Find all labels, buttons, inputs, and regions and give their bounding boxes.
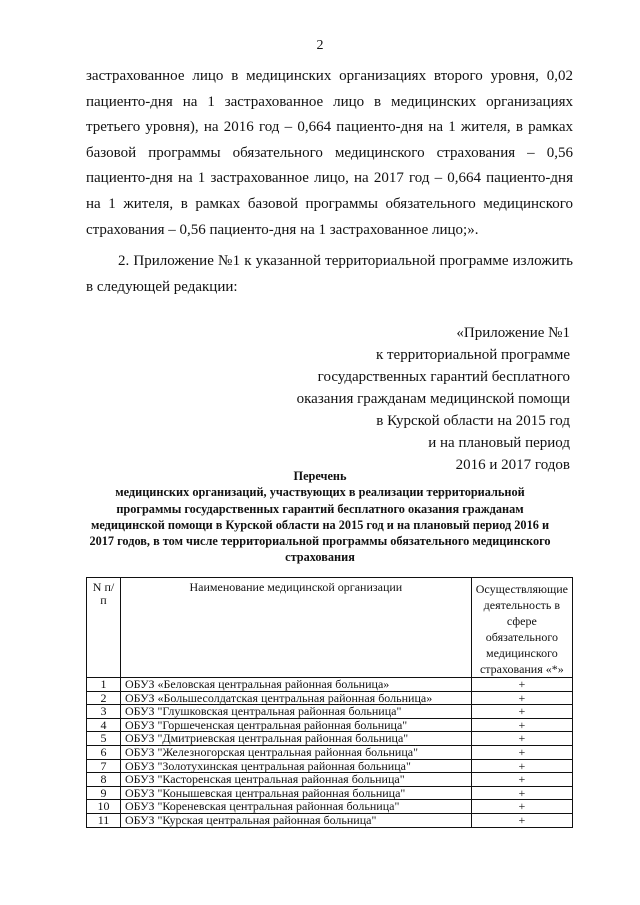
row-oms-mark: + (471, 745, 572, 759)
title-line: Перечень (293, 469, 347, 483)
row-name: ОБУЗ "Глушковская центральная районная больница" (121, 705, 472, 719)
appendix-line: в Курской области на 2015 год (376, 413, 570, 429)
table-row (87, 773, 573, 787)
title-line: медицинских организаций, участвующих в реализации территориальной (115, 485, 525, 500)
row-number: 3 (87, 705, 121, 719)
table-row (87, 732, 573, 746)
appendix-line: к территориальной программе (375, 347, 570, 363)
row-oms-mark: + (471, 800, 572, 814)
paragraph-amendment: 2. Приложение №1 к указанной территориальной программе изложить в следующей редакции: (86, 253, 573, 295)
row-oms-mark: + (471, 691, 572, 705)
row-number: 11 (87, 813, 121, 827)
row-number: 6 (87, 745, 121, 759)
table-row (87, 718, 573, 732)
row-oms-mark: + (471, 732, 572, 746)
appendix-line: 2016 и 2017 годов (455, 457, 570, 473)
table-row (87, 786, 573, 800)
row-number: 4 (87, 718, 121, 732)
row-name: ОБУЗ «Большесолдатская центральная районная больница» (121, 691, 472, 705)
table-row (87, 691, 573, 705)
row-number: 1 (87, 678, 121, 692)
row-number: 2 (87, 691, 121, 705)
header-number: N п/п (87, 578, 121, 678)
table-row (87, 678, 573, 692)
appendix-line: и на плановый период (428, 435, 570, 451)
title-line: страхования (285, 550, 355, 565)
row-name: ОБУЗ "Золотухинская центральная районная больница" (121, 759, 472, 773)
row-name: ОБУЗ "Кореневская центральная районная больница" (121, 800, 472, 814)
row-number: 8 (87, 773, 121, 787)
appendix-line: «Приложение №1 (456, 325, 570, 341)
row-name: ОБУЗ "Курская центральная районная больница" (121, 813, 472, 827)
table-header-row (87, 578, 573, 678)
row-oms-mark: + (471, 813, 572, 827)
row-number: 10 (87, 800, 121, 814)
row-number: 7 (87, 759, 121, 773)
header-name: Наименование медицинской организации (121, 578, 472, 678)
list-title (70, 468, 570, 566)
appendix-heading (297, 322, 570, 476)
row-name: ОБУЗ "Конышевская центральная районная больница" (121, 786, 472, 800)
appendix-line: оказания гражданам медицинской помощи (296, 391, 570, 407)
row-oms-mark: + (471, 718, 572, 732)
row-name: ОБУЗ "Дмитриевская центральная районная больница" (121, 732, 472, 746)
table-row (87, 745, 573, 759)
row-name: ОБУЗ "Касторенская центральная районная больница" (121, 773, 472, 787)
organizations-table (86, 577, 573, 828)
title-line: 2017 годов, в том числе территориальной программы обязательного медицинского (89, 534, 551, 549)
row-number: 5 (87, 732, 121, 746)
row-oms-mark: + (471, 705, 572, 719)
table-row (87, 813, 573, 827)
row-oms-mark: + (471, 759, 572, 773)
appendix-line: государственных гарантий бесплатного (317, 369, 570, 385)
table-row (87, 759, 573, 773)
row-oms-mark: + (471, 786, 572, 800)
table-row (87, 800, 573, 814)
row-number: 9 (87, 786, 121, 800)
row-oms-mark: + (471, 773, 572, 787)
title-line: программы государственных гарантий бесплатного оказания гражданам (116, 501, 524, 516)
row-oms-mark: + (471, 678, 572, 692)
row-name: ОБУЗ "Горшеченская центральная районная больница" (121, 718, 472, 732)
header-oms: Осуществляющие деятельность в сфере обязательного медицинского страхования «*» (471, 578, 572, 678)
table-row (87, 705, 573, 719)
paragraph-continuation: застрахованное лицо в медицинских организациях второго уровня, 0,02 пациенто-дня на 1 застрахованное лицо в медицинских организациях третьего уровня), на 2016 год – 0,664 пациенто-дня на 1 жителя, в рамках базовой программы обязательного медицинского страхования – 0,56 пациенто-дня на 1 застрахованное лицо, на 2017 год – 0,664 пациенто-дня на 1 жителя, в рамках базовой программы обязательного медицинского страхования – 0,56 пациенто-дня на 1 застрахованное лицо;». (86, 68, 573, 238)
page-number: 2 (316, 38, 324, 53)
title-line: медицинской помощи в Курской области на 2015 год и на плановый период 2016 и (90, 517, 550, 532)
row-name: ОБУЗ "Железногорская центральная районная больница" (121, 745, 472, 759)
row-name: ОБУЗ «Беловская центральная районная больница» (121, 678, 472, 692)
body-text (86, 64, 573, 300)
